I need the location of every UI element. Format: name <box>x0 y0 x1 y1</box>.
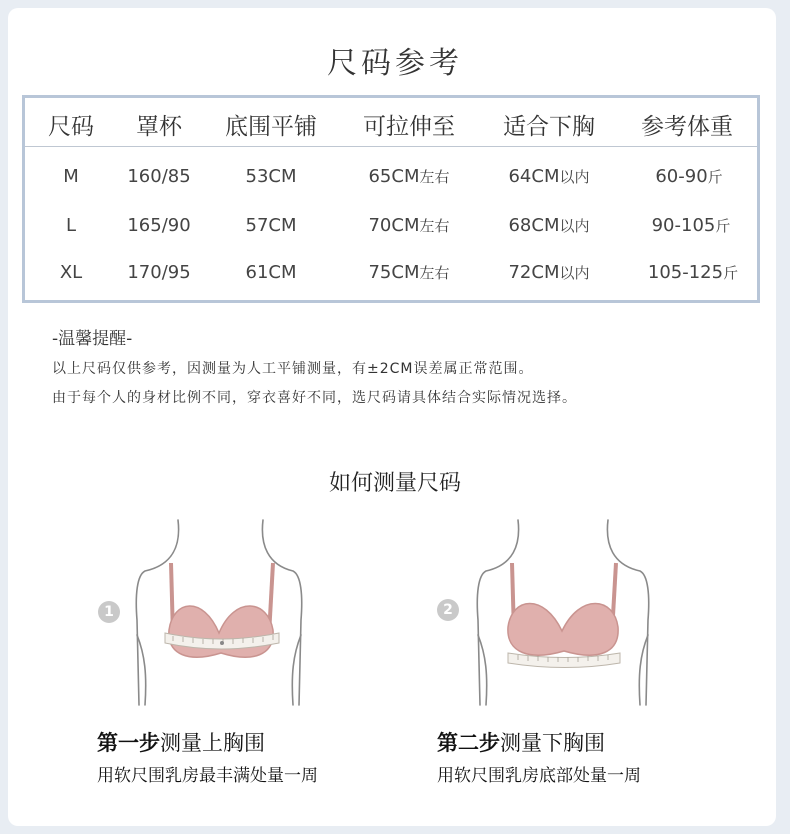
header-flat: 底围平铺 <box>225 114 317 140</box>
tips-title: -温馨提醒- <box>52 329 133 349</box>
header-stretch: 可拉伸至 <box>363 114 455 140</box>
tips-line-2: 由于每个人的身材比例不同，穿衣喜好不同，选尺码请具体结合实际情况选择。 <box>52 390 577 406</box>
torso-illustration-under-bust <box>468 515 658 715</box>
cell-stretch: 65CM左右 <box>368 166 450 187</box>
cell-size: L <box>65 215 77 236</box>
cell-size: XL <box>59 262 83 283</box>
cell-fit: 68CM以内 <box>508 215 590 236</box>
step-1-title: 第一步测量上胸围 <box>97 731 265 755</box>
cell-size: M <box>63 166 79 187</box>
tips-line-1: 以上尺码仅供参考，因测量为人工平铺测量，有±2CM误差属正常范围。 <box>52 361 534 377</box>
table-row <box>25 166 757 196</box>
step-2-description: 用软尺围乳房底部处量一周 <box>437 766 641 786</box>
step-1-badge-icon: 1 <box>98 601 120 623</box>
cell-stretch: 75CM左右 <box>368 262 450 283</box>
header-size: 尺码 <box>48 114 94 140</box>
cell-fit: 72CM以内 <box>508 262 590 283</box>
page-title: 尺码参考 <box>327 46 463 81</box>
cell-flat: 57CM <box>245 215 297 236</box>
cell-stretch: 70CM左右 <box>368 215 450 236</box>
size-table <box>22 95 760 303</box>
howto-title: 如何测量尺码 <box>328 471 461 496</box>
cell-fit: 64CM以内 <box>508 166 590 187</box>
torso-illustration-upper-bust <box>123 515 313 715</box>
table-row <box>25 215 757 245</box>
step-2-badge-icon: 2 <box>437 599 459 621</box>
cell-weight: 90-105斤 <box>651 215 731 236</box>
cell-cup: 170/95 <box>127 262 191 283</box>
header-weight: 参考体重 <box>641 114 733 140</box>
measuring-tape <box>508 653 620 668</box>
header-fit: 适合下胸 <box>503 114 595 140</box>
header-cup: 罩杯 <box>136 114 182 140</box>
table-row <box>25 262 757 292</box>
table-header-row <box>25 98 757 148</box>
header-divider <box>25 146 757 147</box>
cell-weight: 105-125斤 <box>647 262 739 283</box>
cell-flat: 53CM <box>245 166 297 187</box>
step-2-title: 第二步测量下胸围 <box>437 731 605 755</box>
bra-graphic <box>508 563 618 655</box>
cell-cup: 165/90 <box>127 215 191 236</box>
cell-cup: 160/85 <box>127 166 191 187</box>
tips-section <box>52 324 577 407</box>
cell-weight: 60-90斤 <box>655 166 723 187</box>
step-1-description: 用软尺围乳房最丰满处量一周 <box>97 766 318 786</box>
cell-flat: 61CM <box>245 262 297 283</box>
